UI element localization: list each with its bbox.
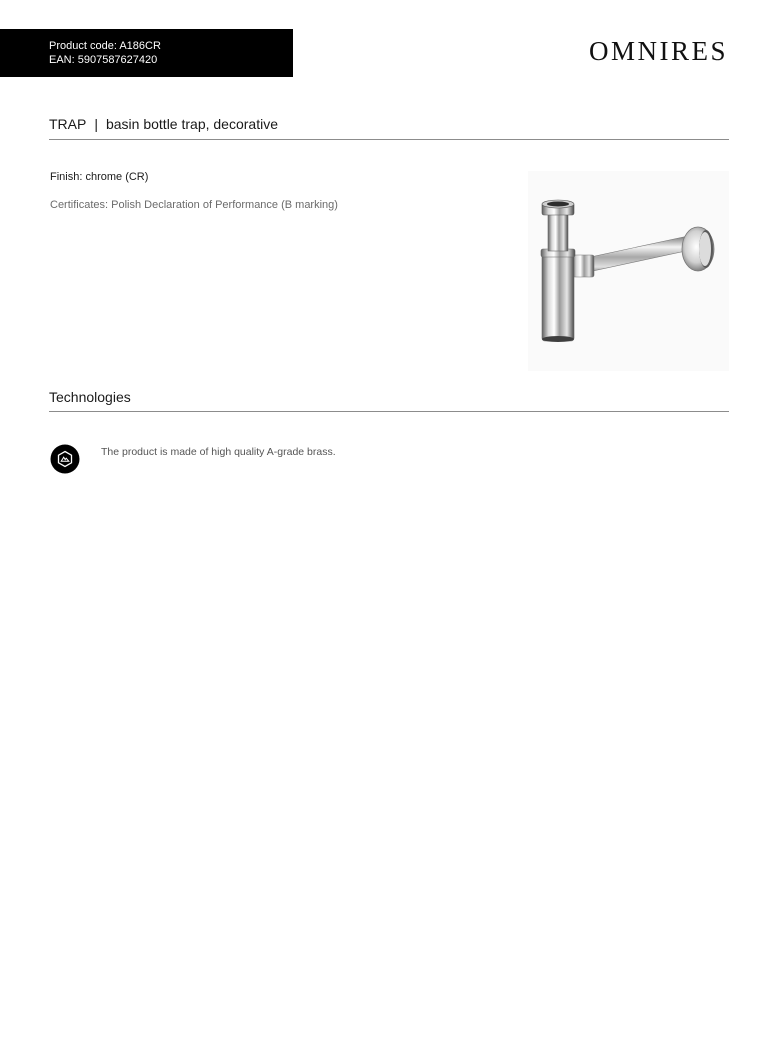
product-description: basin bottle trap, decorative xyxy=(105,116,278,132)
product-name: TRAP xyxy=(49,116,87,132)
certificates-label: Certificates: Polish Declaration of Performance (B marking) xyxy=(50,199,338,211)
technology-description: The product is made of high quality A-grade brass. xyxy=(101,446,336,458)
product-title xyxy=(49,116,729,140)
technologies-heading: Technologies xyxy=(49,389,729,412)
bottle-trap-image xyxy=(528,171,729,371)
title-separator: | xyxy=(94,116,98,132)
brand-logo: OMNIRES xyxy=(588,36,728,66)
product-code: Product code: A186CR xyxy=(49,40,161,52)
brass-badge-icon xyxy=(50,444,80,474)
ean-code: EAN: 5907587627420 xyxy=(49,54,158,66)
finish-label: Finish: chrome (CR) xyxy=(50,171,149,183)
product-code-box xyxy=(0,29,293,77)
